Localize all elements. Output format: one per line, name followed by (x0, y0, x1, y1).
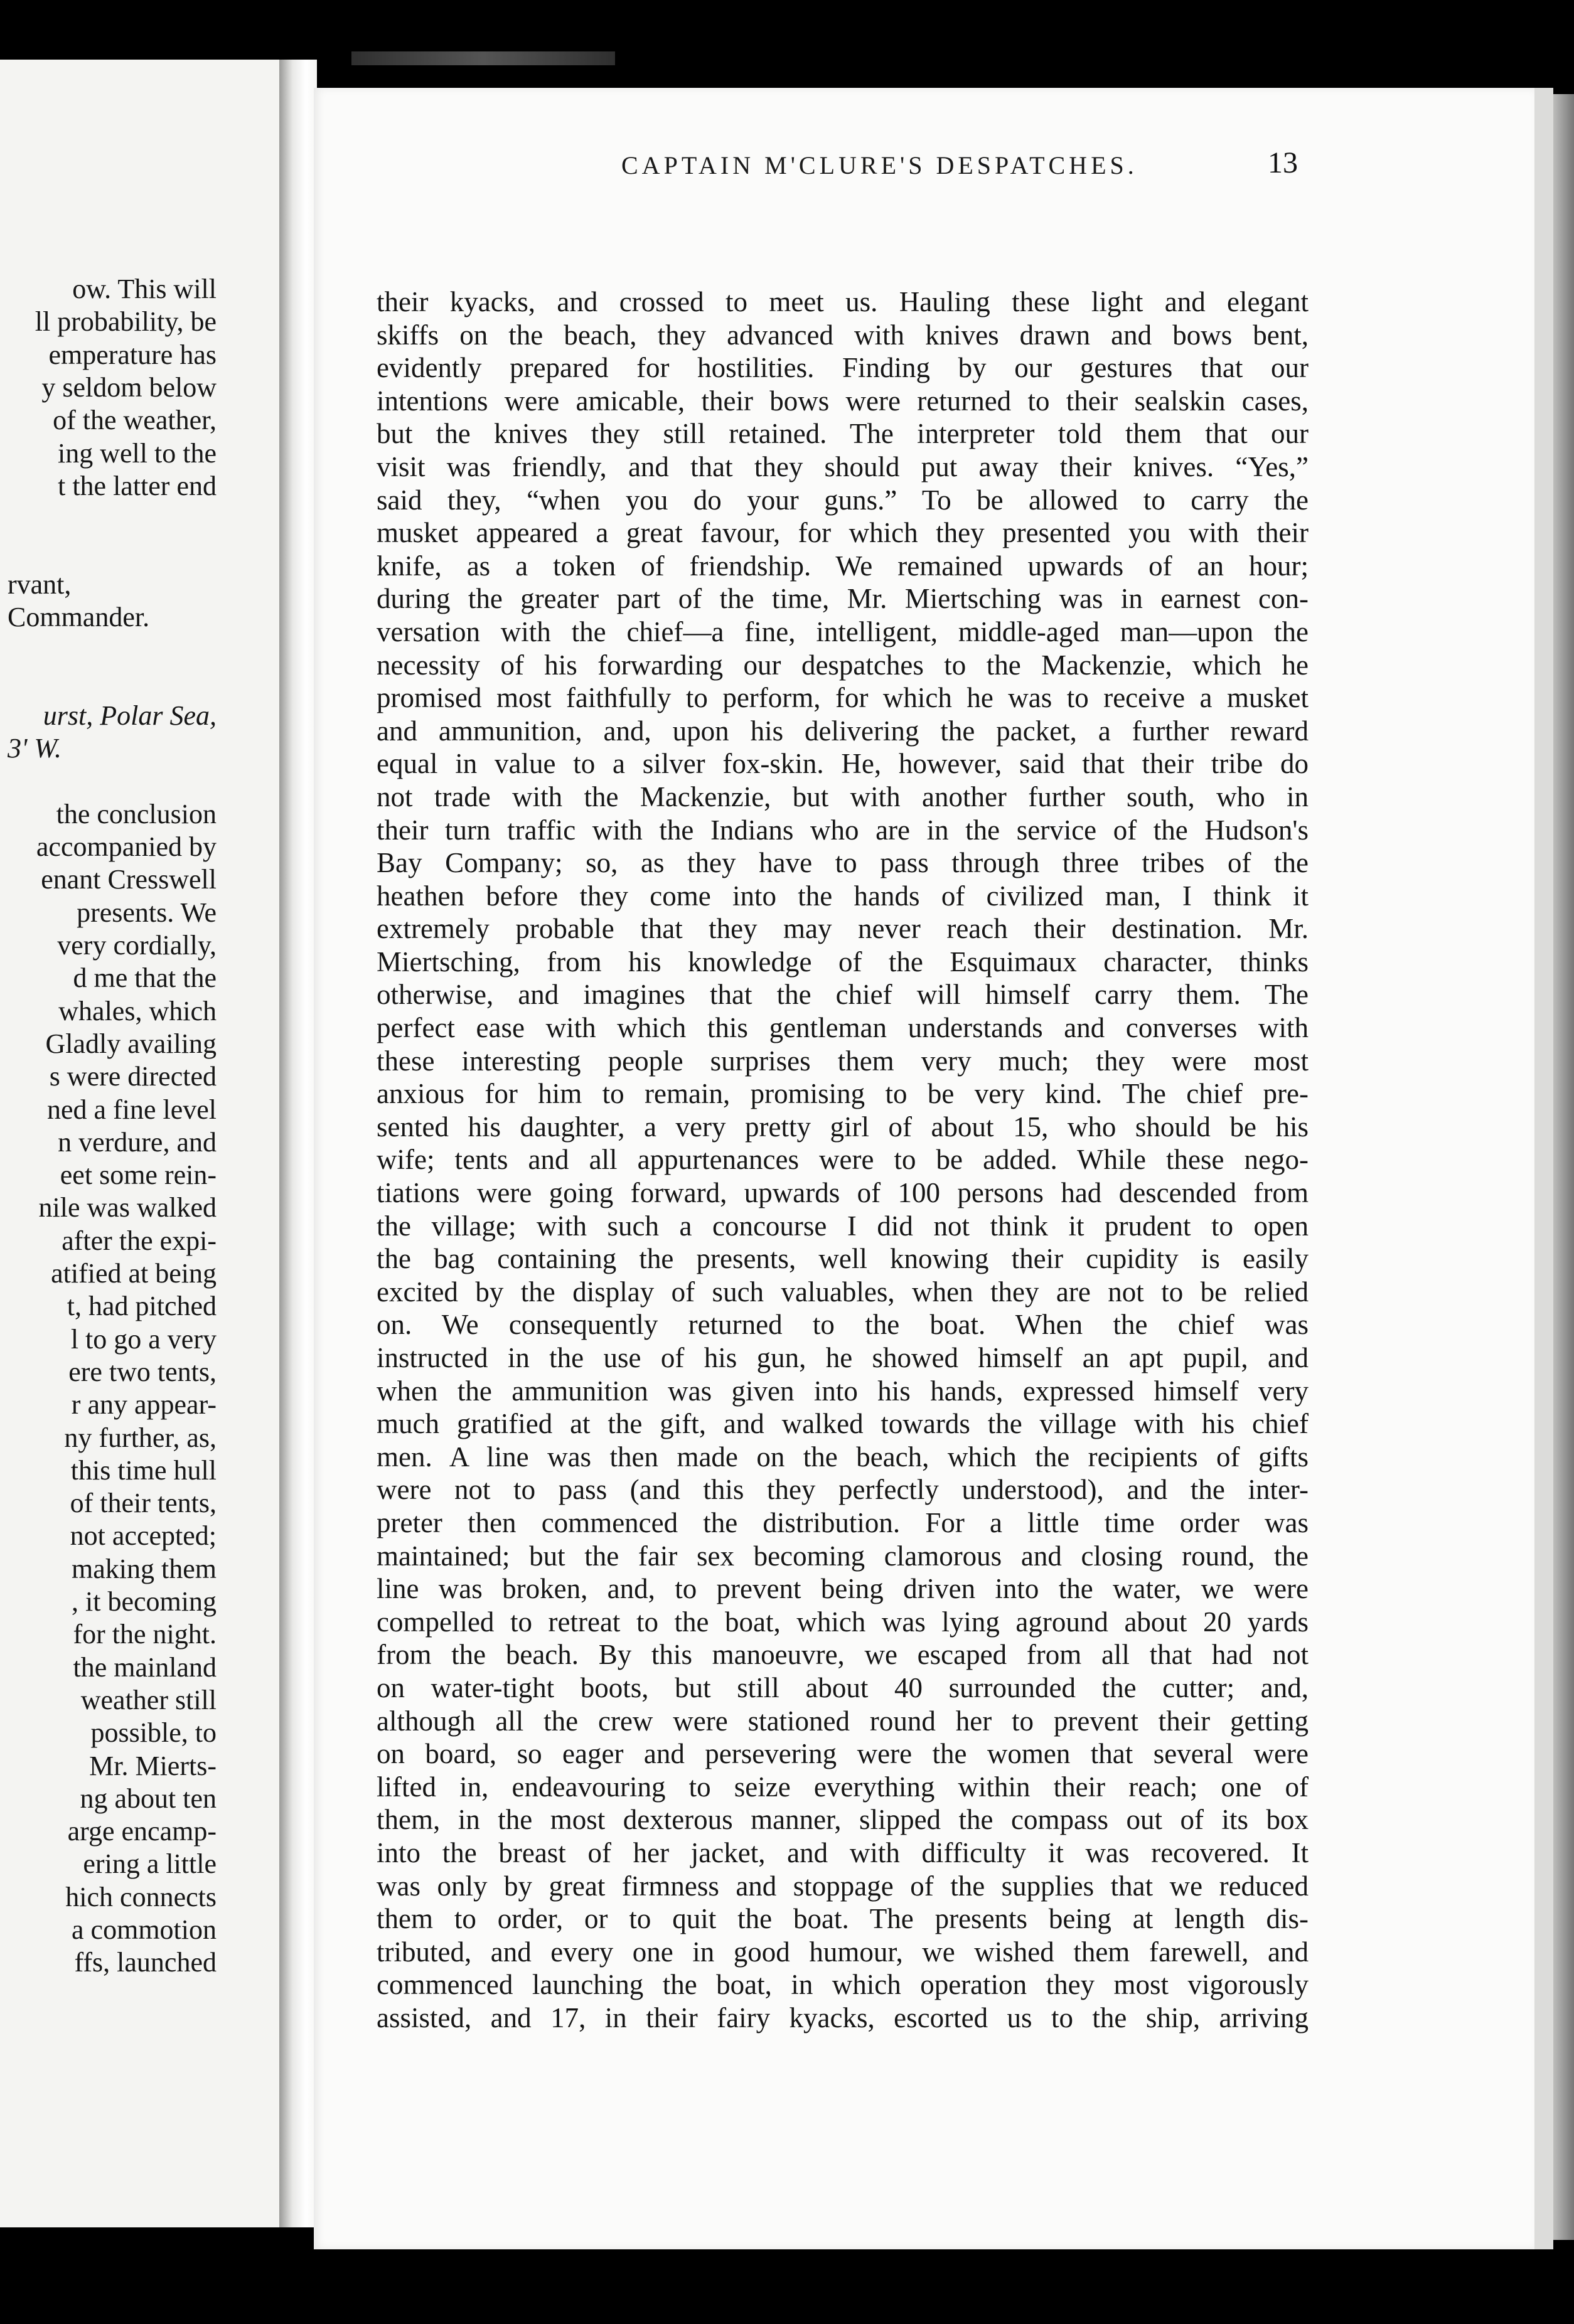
previous-page-line: ned a fine level (47, 1094, 217, 1125)
body-line: commenced launching the boat, in which operation they most vigorously (377, 1969, 1309, 2001)
body-line: tiations were going forward, upwards of 100 persons had descended from (377, 1177, 1309, 1209)
body-line: visit was friendly, and that they should put away their knives. “Yes,” (377, 450, 1309, 482)
previous-page-line: s were directed (49, 1061, 217, 1092)
previous-page-line: hich connects (65, 1881, 217, 1912)
previous-page-line: weather still (80, 1684, 217, 1715)
body-line: versation with the chief—a fine, intelligent, middle-aged man—upon the (377, 616, 1309, 648)
scan-artifact (351, 51, 615, 65)
previous-page-line: ering a little (83, 1848, 217, 1880)
previous-page-line: y seldom below (41, 371, 217, 403)
body-line: said they, “when you do your guns.” To be allowed to carry the (377, 484, 1309, 516)
previous-page-line: accompanied by (36, 831, 217, 863)
body-line: much gratified at the gift, and walked towards the village with his chief (377, 1408, 1309, 1440)
body-line: these interesting people surprises them very much; they were most (377, 1045, 1309, 1077)
previous-page-line: emperature has (48, 339, 217, 370)
previous-page-line: a commotion (72, 1914, 217, 1945)
previous-page-line: urst, Polar Sea, (43, 700, 217, 731)
previous-page-line: this time hull (70, 1454, 217, 1486)
body-line: into the breast of her jacket, and with difficulty it was recovered. It (377, 1836, 1309, 1868)
body-line: men. A line was then made on the beach, which the recipients of gifts (377, 1441, 1309, 1473)
body-line: when the ammunition was given into his hands, expressed himself very (377, 1375, 1309, 1407)
previous-page (0, 60, 284, 2227)
book-gutter (279, 60, 317, 2227)
body-line: their turn traffic with the Indians who are in the service of the Hudson's (377, 814, 1309, 846)
previous-page-line: d me that the (73, 962, 217, 994)
previous-page-line: ere two tents, (68, 1356, 217, 1387)
body-line: on board, so eager and persevering were the women that several were (377, 1738, 1309, 1770)
body-line: was only by great firmness and stoppage of the supplies that we reduced (377, 1870, 1309, 1902)
body-line: sented his daughter, a very pretty girl of about 15, who should be his (377, 1111, 1309, 1143)
body-line: tributed, and every one in good humour, we wished them farewell, and (377, 1936, 1309, 1968)
running-head: CAPTAIN M'CLURE'S DESPATCHES. (621, 151, 1138, 179)
body-line: excited by the display of such valuables, when they are not to be relied (377, 1276, 1309, 1308)
body-line: on. We consequently returned to the boat. When the chief was (377, 1309, 1309, 1341)
previous-page-line: ing well to the (58, 437, 217, 469)
body-line: equal in value to a silver fox-skin. He, however, said that their tribe do (377, 748, 1309, 780)
previous-page-line: rvant, (8, 568, 72, 600)
previous-page-line: nile was walked (38, 1192, 217, 1223)
previous-page-line: t the latter end (58, 470, 217, 501)
previous-page-line: presents. We (77, 897, 217, 928)
body-line: promised most faithfully to perform, for which he was to receive a musket (377, 682, 1309, 714)
body-line: line was broken, and, to prevent being driven into the water, we were (377, 1573, 1309, 1605)
body-line: intentions were amicable, their bows were returned to their sealskin cases, (377, 385, 1309, 417)
body-line: the village; with such a concourse I did not think it prudent to open (377, 1210, 1309, 1242)
previous-page-line: n verdure, and (58, 1126, 217, 1158)
previous-page-line: whales, which (58, 995, 217, 1026)
previous-page-line: r any appear- (71, 1389, 217, 1421)
previous-page-line: possible, to (90, 1717, 217, 1749)
page-number: 13 (1268, 146, 1298, 179)
previous-page-line: Gladly availing (45, 1028, 217, 1059)
body-line: lifted in, endeavouring to seize everything within their reach; one of (377, 1771, 1309, 1803)
body-line: them to order, or to quit the boat. The presents being at length dis- (377, 1903, 1309, 1935)
body-line: instructed in the use of his gun, he showed himself an apt pupil, and (377, 1342, 1309, 1373)
body-line: perfect ease with which this gentleman understands and converses with (377, 1012, 1309, 1044)
body-line: necessity of his forwarding our despatches to the Mackenzie, which he (377, 649, 1309, 681)
previous-page-line: eet some rein- (60, 1159, 217, 1191)
previous-page-line: of the weather, (53, 405, 217, 436)
body-line: during the greater part of the time, Mr. Miertsching was in earnest con- (377, 583, 1309, 615)
body-line: anxious for him to remain, promising to be very kind. The chief pre- (377, 1078, 1309, 1110)
body-line: but the knives they still retained. The interpreter told them that our (377, 418, 1309, 450)
body-line: musket appeared a great favour, for which they presented you with their (377, 517, 1309, 549)
previous-page-line: t, had pitched (67, 1291, 217, 1322)
previous-page-line: ffs, launched (74, 1947, 217, 1978)
body-line: them, in the most dexterous manner, slipped the compass out of its box (377, 1804, 1309, 1836)
previous-page-line: 3' W. (8, 733, 62, 764)
body-line: evidently prepared for hostilities. Finding by our gestures that our (377, 352, 1309, 384)
previous-page-line: after the expi- (62, 1225, 217, 1256)
body-line: assisted, and 17, in their fairy kyacks, escorted us to the ship, arriving (377, 2002, 1309, 2034)
previous-page-line: ll probability, be (35, 306, 217, 338)
body-line: preter then commenced the distribution. For a little time order was (377, 1506, 1309, 1538)
previous-page-line: Mr. Mierts- (89, 1750, 217, 1781)
previous-page-line: ow. This will (72, 274, 217, 304)
body-line: were not to pass (and this they perfectly understood), and the inter- (377, 1474, 1309, 1506)
body-line: extremely probable that they may never reach their destination. Mr. (377, 913, 1309, 945)
previous-page-line: the conclusion (56, 798, 217, 829)
previous-page-line: for the night. (73, 1619, 217, 1650)
body-line: Bay Company; so, as they have to pass through three tribes of the (377, 847, 1309, 879)
body-line: heathen before they come into the hands of civilized man, I think it (377, 880, 1309, 912)
previous-page-line: of their tents, (70, 1488, 217, 1519)
previous-page-line: atified at being (51, 1258, 217, 1289)
body-line: not trade with the Mackenzie, but with another further south, who in (377, 781, 1309, 813)
previous-page-line: , it becoming (72, 1586, 217, 1617)
body-text (377, 285, 1309, 2034)
previous-page-line: the mainland (73, 1651, 217, 1683)
previous-page-line: making them (72, 1553, 217, 1584)
body-line: knife, as a token of friendship. We remained upwards of an hour; (377, 550, 1309, 582)
body-line: and ammunition, and, upon his delivering the packet, a further reward (377, 715, 1309, 747)
body-line: from the beach. By this manoeuvre, we escaped from all that had not (377, 1639, 1309, 1671)
body-line: the bag containing the presents, well knowing their cupidity is easily (377, 1243, 1309, 1275)
previous-page-line: arge encamp- (67, 1816, 217, 1847)
previous-page-line: not accepted; (70, 1520, 217, 1552)
previous-page-line: l to go a very (70, 1323, 217, 1355)
body-line: Miertsching, from his knowledge of the Esquimaux character, thinks (377, 946, 1309, 978)
body-line: although all the crew were stationed round her to prevent their getting (377, 1705, 1309, 1737)
body-line: skiffs on the beach, they advanced with knives drawn and bows bent, (377, 319, 1309, 351)
body-line: wife; tents and all appurtenances were to be added. While these nego- (377, 1144, 1309, 1176)
body-line: compelled to retreat to the boat, which was lying aground about 20 yards (377, 1606, 1309, 1638)
previous-page-line: enant Cresswell (41, 864, 217, 895)
body-line: otherwise, and imagines that the chief will himself carry them. The (377, 979, 1309, 1011)
body-line: their kyacks, and crossed to meet us. Hauling these light and elegant (377, 286, 1309, 317)
body-line: maintained; but the fair sex becoming clamorous and closing round, the (377, 1540, 1309, 1572)
page-edge (1553, 94, 1574, 2240)
body-line: on water-tight boots, but still about 40 surrounded the cutter; and, (377, 1671, 1309, 1703)
previous-page-line: very cordially, (57, 930, 217, 961)
previous-page-line: ng about ten (80, 1783, 217, 1814)
previous-page-line: ny further, as, (64, 1422, 217, 1453)
previous-page-line: Commander. (8, 602, 150, 632)
